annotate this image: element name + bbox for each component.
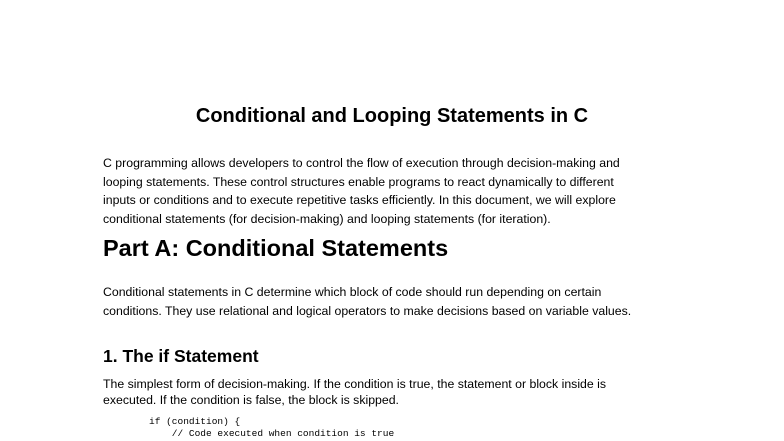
code-line: if (condition) { (149, 416, 241, 427)
section-if-description (103, 376, 703, 408)
document-title: Conditional and Looping Statements in C (195, 105, 589, 127)
intro-line: C programming allows developers to control the flow of execution through decision-making and (103, 156, 620, 170)
section-if-desc-line: executed. If the condition is false, the block is skipped. (103, 393, 399, 407)
code-line: // Code executed when condition is true (149, 428, 395, 439)
section-if-desc-line: The simplest form of decision-making. If the condition is true, the statement or block inside is (103, 377, 607, 391)
section-if-heading: 1. The if Statement (103, 346, 259, 366)
intro-line: conditional statements (for decision-making) and looping statements (for iteration). (103, 212, 551, 227)
part-a-heading: Part A: Conditional Statements (103, 235, 449, 261)
intro-line: looping statements. These control structures enable programs to react dynamically to different (103, 174, 614, 189)
intro-line: inputs or conditions and to execute repetitive tasks efficiently. In this document, we will explore (103, 193, 616, 208)
part-a-desc-line: conditions. They use relational and logical operators to make decisions based on variable values. (103, 303, 632, 318)
part-a-desc-line: Conditional statements in C determine which block of code should run depending on certain (103, 285, 602, 299)
code-block (149, 416, 394, 440)
intro-paragraph (103, 154, 683, 229)
part-a-description (103, 283, 703, 320)
